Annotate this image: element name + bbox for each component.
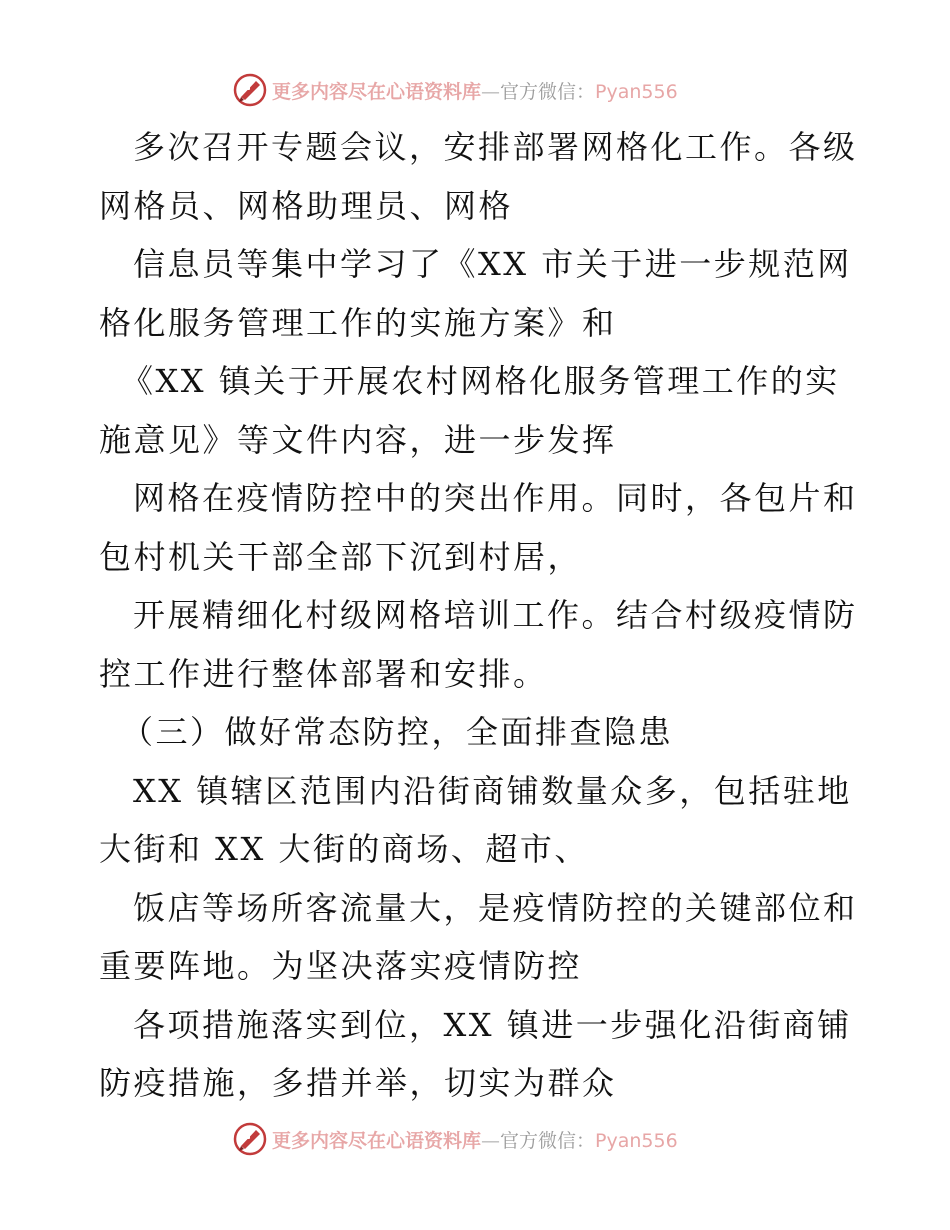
paragraph-line: 施意见》等文件内容，进一步发挥 bbox=[99, 420, 617, 459]
banner-separator: — bbox=[481, 80, 501, 103]
paragraph-line: 多次召开专题会议，安排部署网格化工作。各级 bbox=[133, 128, 858, 166]
paragraph-line: 防疫措施，多措并举，切实为群众 bbox=[99, 1064, 617, 1102]
paragraph-line: XX 镇辖区范围内沿街商铺数量众多，包括驻地 bbox=[133, 771, 852, 810]
banner-wechat-label: 官方微信： bbox=[500, 80, 596, 103]
banner-separator: — bbox=[481, 1129, 501, 1152]
banner-wechat-label: 官方微信： bbox=[500, 1129, 596, 1152]
paragraph-line: 《XX 镇关于开展农村网格化服务管理工作的实 bbox=[121, 362, 840, 400]
header-banner bbox=[232, 72, 678, 108]
banner-title: 更多内容尽在心语资料库 bbox=[272, 80, 482, 103]
paragraph-line: 各项措施落实到位，XX 镇进一步强化沿街商铺 bbox=[133, 1005, 852, 1044]
paragraph-line: 饭店等场所客流量大，是疫情防控的关键部位和 bbox=[133, 888, 858, 927]
paragraph-line: 控工作进行整体部署和安排。 bbox=[99, 654, 548, 693]
paragraph-line: 包村机关干部全部下沉到村居， bbox=[99, 537, 583, 576]
paragraph-line: 开展精细化村级网格培训工作。结合村级疫情防 bbox=[133, 596, 858, 634]
paragraph-line: 格化服务管理工作的实施方案》和 bbox=[99, 303, 617, 342]
footer-banner bbox=[232, 1121, 678, 1157]
section-heading: （三）做好常态防控，全面排查隐患 bbox=[121, 713, 674, 751]
document-body bbox=[99, 118, 859, 1113]
paragraph-line: 大街和 XX 大街的商场、超市、 bbox=[99, 830, 589, 868]
writing-hand-logo-icon bbox=[232, 1121, 268, 1157]
paragraph-line: 网格员、网格助理员、网格 bbox=[99, 186, 514, 225]
paragraph-line: 信息员等集中学习了《XX 市关于进一步规范网 bbox=[133, 245, 852, 283]
banner-wechat-id: Pyan556 bbox=[595, 80, 678, 103]
banner-wechat-id: Pyan556 bbox=[595, 1129, 678, 1152]
paragraph-line: 重要阵地。为坚决落实疫情防控 bbox=[99, 947, 583, 985]
writing-hand-logo-icon bbox=[232, 72, 268, 108]
paragraph-line: 网格在疫情防控中的突出作用。同时，各包片和 bbox=[133, 479, 858, 517]
banner-text bbox=[272, 1126, 678, 1153]
banner-text bbox=[272, 77, 678, 104]
banner-title: 更多内容尽在心语资料库 bbox=[272, 1129, 482, 1152]
